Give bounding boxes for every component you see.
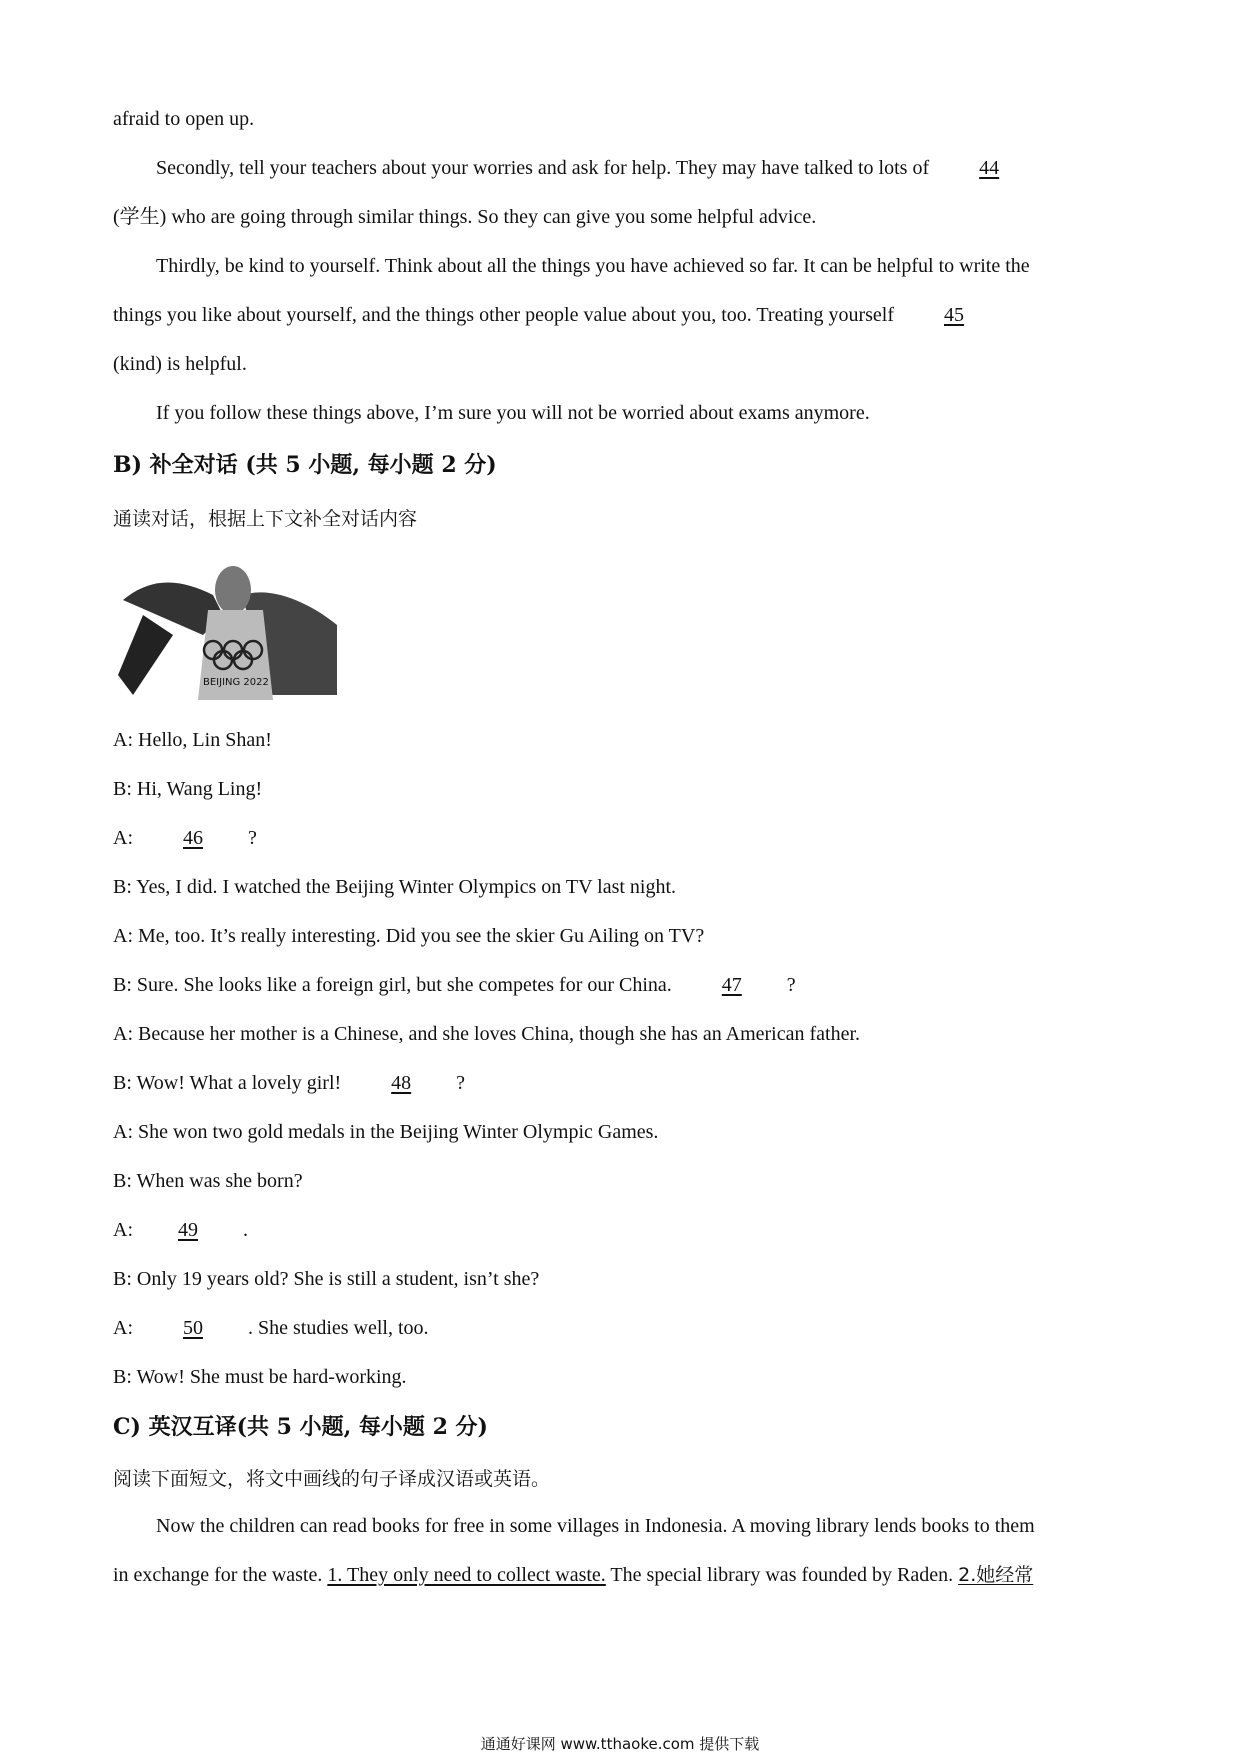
dialogue-line: B: Wow! She must be hard-working. (113, 1366, 407, 1388)
passage-line: (kind) is helpful. (113, 353, 247, 375)
blank-45: 45 (944, 304, 964, 326)
olympic-skier-photo (113, 555, 339, 705)
photo-caption: BEIJING 2022 (203, 677, 269, 688)
passage-line: Now the children can read books for free in some villages in Indonesia. A moving library lends books to them (156, 1515, 1035, 1537)
blank-50: 50 (183, 1317, 203, 1339)
section-c-instruction: 阅读下面短文，将文中画线的句子译成汉语或英语。 (113, 1468, 551, 1490)
dialogue-line: A: She won two gold medals in the Beijing Winter Olympic Games. (113, 1121, 659, 1143)
dialogue-line: B: Hi, Wang Ling! (113, 778, 263, 800)
passage-line: afraid to open up. (113, 108, 255, 130)
blank-48: 48 (391, 1072, 412, 1094)
dialogue-line: A: 49 . (113, 1219, 248, 1241)
blank-44: 44 (979, 157, 1000, 179)
dialogue-line: B: When was she born? (113, 1170, 303, 1192)
dialogue-line: A: 46 ? (113, 827, 257, 849)
passage-line: Thirdly, be kind to yourself. Think about all the things you have achieved so far. It can be helpful to write the (156, 255, 1030, 277)
dialogue-line: B: Sure. She looks like a foreign girl, but she competes for our China. 47 ? (113, 974, 796, 996)
passage-line: If you follow these things above, I’m sure you will not be worried about exams anymore. (156, 402, 870, 424)
dialogue-line: A: Me, too. It’s really interesting. Did you see the skier Gu Ailing on TV? (113, 925, 705, 947)
section-b-instruction: 通读对话，根据上下文补全对话内容 (113, 508, 418, 530)
dialogue-line: B: Wow! What a lovely girl! 48 ? (113, 1072, 466, 1094)
dialogue-line: A: 50 . She studies well, too. (113, 1317, 429, 1339)
dialogue-line: B: Only 19 years old? She is still a student, isn’t she? (113, 1268, 540, 1290)
underlined-sentence-1: 1. They only need to collect waste. (327, 1564, 606, 1586)
dialogue-line: A: Because her mother is a Chinese, and she loves China, though she has an American father. (113, 1023, 861, 1045)
blank-46: 46 (183, 827, 203, 849)
section-b-heading: B) 补全对话 (共 5 小题, 每小题 2 分) (113, 452, 497, 478)
underlined-sentence-2: 2.她经常 (958, 1564, 1034, 1586)
passage-line: things you like about yourself, and the things other people value about you, too. Treating yourself 45 (113, 303, 1009, 327)
passage-line: Secondly, tell your teachers about your worries and ask for help. They may have talked to lots of 44 (156, 156, 1044, 180)
passage-line: in exchange for the waste. 1. They only need to collect waste. The special library was founded by Raden. 2.她经常 (113, 1564, 1034, 1586)
dialogue-line: A: Hello, Lin Shan! (113, 729, 272, 751)
page-footer: 通通好课网 www.tthaoke.com 提供下载 (480, 1735, 760, 1753)
passage-line: (学生) who are going through similar things. So they can give you some helpful advice. (113, 206, 817, 228)
section-c-heading: C) 英汉互译(共 5 小题, 每小题 2 分) (113, 1414, 488, 1440)
dialogue-line: B: Yes, I did. I watched the Beijing Winter Olympics on TV last night. (113, 876, 677, 898)
blank-47: 47 (721, 974, 742, 996)
blank-49: 49 (178, 1219, 198, 1241)
